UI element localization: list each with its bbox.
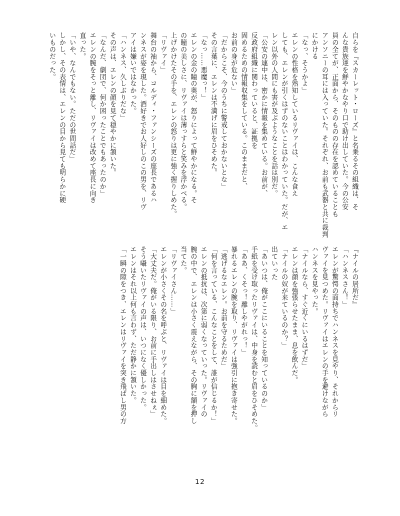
text-line: 「何を言っている、こんなことをして、誰が信じるか！」 xyxy=(209,246,218,425)
text-line: 固めるための情報収集をしている。このままだと、 xyxy=(239,32,248,190)
text-line: その言葉に、エレンは不満げに眉をひそめた。 xyxy=(209,32,218,176)
text-line: 「ああ、くそっ！離しやがれっ！」 xyxy=(239,246,248,356)
text-line: しても、エレンが引くはずのないことはわかっていた。だが、エ xyxy=(280,32,289,231)
text-line: アンソニーの耳には入っていた。それぞれ、お前も武器と共に裁判 xyxy=(320,32,329,238)
text-line: 「大丈夫だ。俺がいる限り、お前に手出しはさせねぇ」 xyxy=(149,246,158,418)
text-line: の瞳の美しさに、リヴァイは薄っすらと笑みを浮かべる。 xyxy=(179,32,188,211)
text-line: 「なんだ、劇団で、何か困ったことでもあったのか」 xyxy=(98,32,107,197)
text-line: 腕の中で、エレンは小さく震えながら、その胸に額を押し xyxy=(189,246,198,425)
text-line: アイは嫌いではなかった。 xyxy=(128,32,137,115)
text-line: にかける xyxy=(310,32,319,60)
text-line: 暴れるエレンの腕を取り、リヴァイは強引に抱き寄せた。 xyxy=(229,246,238,425)
text-line: 出ていった xyxy=(270,246,279,281)
text-line: エレンの性格を熟知しているリヴァイは、こんな食え xyxy=(290,32,299,197)
text-line: ヴァイを見つめた。リヴァイはエレンの手を避けながら xyxy=(320,246,329,418)
text-line: 反政府組織に関わっていると、証拠を xyxy=(250,32,259,149)
text-line: エレンの腕をそっと離し、リヴァイは改めて座長に向き xyxy=(88,32,97,204)
text-line: 「ナイルなら、すぐ近くにいるはずだ」 xyxy=(300,246,309,370)
text-line: 「一瞬の隙をつき、エレンはリヴァイを突き飛ばし男の方 xyxy=(118,246,127,425)
text-line: お前の身が危ない」 xyxy=(229,32,238,94)
text-line: 員の全てが、正面から、そのものの存在を認めていることも xyxy=(330,32,339,217)
text-line: 「ハンネスさん！」 xyxy=(340,246,349,308)
text-line: ンネスが姿を現した。酒好きでお人好しのこの男を、リヴ xyxy=(139,32,148,211)
top-text-block xyxy=(40,32,360,246)
text-line: 「なっ……悪魔っ！」 xyxy=(199,32,208,101)
text-line: 「ナイルの奴が来ているのか？」 xyxy=(280,246,289,349)
bottom-text-block xyxy=(40,246,360,460)
text-line: エレンの金の瞳の奥が、怒りによって鮮やかになる。そ xyxy=(189,32,198,204)
text-line: エレンが驚愕の面持ちでハンネスを見やり、それからリ xyxy=(330,246,339,418)
text-line: 自らを『スカーレット・ローズ』と名乗るその組織は、そ xyxy=(351,32,359,211)
text-line: エレンはそれ以上何も言わず、ただ静かに頷いた。 xyxy=(128,246,137,404)
page-number: 12 xyxy=(195,478,205,486)
text-line: エレンの抵抗は、次第に弱くなっていった。リヴァイの xyxy=(199,246,208,418)
text-line: しかし、その表情は、エレンの目から見ても明らかに硬 xyxy=(58,32,67,204)
text-line: んな貴族達を鮮やかなやり口で助け出していた。今の公安 xyxy=(340,32,349,211)
text-line: 「だからこそ、今のうちに警戒しておかないとな」 xyxy=(219,32,228,190)
text-line: 舞台の袖から、コルディ・ファンシーズの座長であるハ xyxy=(149,32,158,204)
text-line: レン以外の人間にも害が及ぶようなことを話は別だ。 xyxy=(270,32,279,197)
text-line: 当てた。 xyxy=(179,246,188,274)
text-line: 「逃げるなエレン。お前を守るためだ」 xyxy=(219,246,228,370)
text-line: 「ハンネス、久しぶりだな」 xyxy=(118,32,127,122)
text-line: 「公安の連中は、密かに情報を集めている。お前が、 xyxy=(260,32,269,197)
text-line: 「なっ、そうかよ」 xyxy=(300,32,309,94)
text-line: 上げかけたその手を、エレンの怒りは更に強く握りしめた。 xyxy=(169,32,178,217)
text-line: 「あいつは、俺がここにいることを知っているのか」 xyxy=(260,246,269,411)
text-line: エレンは顔を強張らせたまま、息を飲んだ。 xyxy=(290,246,299,383)
text-line: そう囁いたリヴァイの声は、いつになく優しかった。 xyxy=(139,246,148,411)
text-line: 「リヴァイさん……」 xyxy=(169,246,178,315)
text-line: ハンネスを見やった。 xyxy=(310,246,319,315)
text-line: その声は、エレンの顔を見て穏やかに頷いた。 xyxy=(108,32,117,176)
text-line: 「リヴァイ」 xyxy=(159,32,168,74)
text-line: 手紙を受け取ったリヴァイは、中身を読むと眉をひそめた。 xyxy=(250,246,259,431)
text-line: エレンが小さくその名を呼ぶと、リヴァイは目を細めた。 xyxy=(159,246,168,425)
text-line: 『ナイルの居所だ』 xyxy=(351,246,359,308)
text-line: いものだった。 xyxy=(48,32,57,80)
text-line: 直った。 xyxy=(78,32,87,60)
text-line: 「いや、なんでもない。ただの世間話だ」 xyxy=(68,32,77,163)
